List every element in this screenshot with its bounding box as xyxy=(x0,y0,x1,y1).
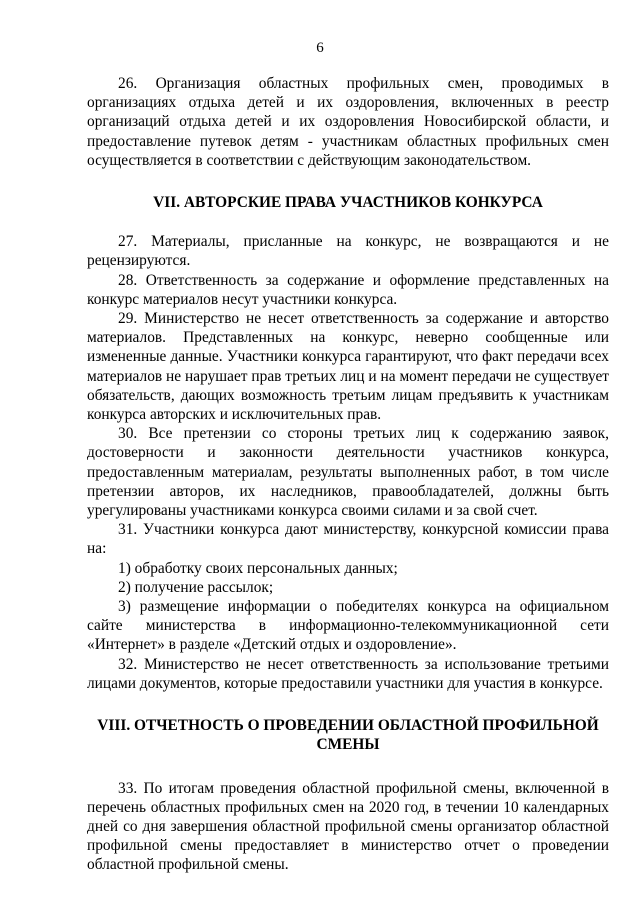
document-body xyxy=(87,74,609,875)
page-number: 6 xyxy=(316,40,324,56)
list-item-2: 2) получение рассылок; xyxy=(118,578,274,596)
section-heading-vii: VII. АВТОРСКИЕ ПРАВА УЧАСТНИКОВ КОНКУРСА xyxy=(153,194,543,212)
paragraph-26: 26. Организация областных профильных смен, проводимых в организациях отдыха детей и их оздоровления, включенных в реестр организаций отдыха детей и их оздоровления Новосибирской области, и предоставление путевок детям - участникам областных профильных смен осуществляется в соответствии с действующим законодательством. xyxy=(87,75,609,169)
paragraph-28: 28. Ответственность за содержание и оформление представленных на конкурс материалов несут участники конкурса. xyxy=(87,271,609,308)
section-heading-viii-line1: VIII. ОТЧЕТНОСТЬ О ПРОВЕДЕНИИ ОБЛАСТНОЙ ПРОФИЛЬНОЙ xyxy=(97,717,599,735)
list-item-1: 1) обработку своих персональных данных; xyxy=(118,559,398,577)
paragraph-31: 31. Участники конкурса дают министерству, конкурсной комиссии права на: xyxy=(87,521,609,558)
section-heading-viii xyxy=(87,716,609,754)
list-item-3: 3) размещение информации о победителях конкурса на официальном сайте министерства в информационно-телекоммуникационной сети «Интернет» в разделе «Детский отдых и оздоровление». xyxy=(87,598,609,654)
paragraph-29: 29. Министерство не несет ответственность за содержание и авторство материалов. Представленных на конкурс, неверно сообщенные или измененные данные. Участники конкурса гарантируют, что факт передачи всех материалов не нарушает прав третьих лиц и на момент передачи не существует обязательств, дающих возможность третьим лицам предъявить к участникам конкурса авторских и исключительных прав. xyxy=(87,310,609,424)
paragraph-27: 27. Материалы, присланные на конкурс, не возвращаются и не рецензируются. xyxy=(87,233,609,270)
paragraph-32: 32. Министерство не несет ответственность за использование третьими лицами документов, которые предоставили участники для участия в конкурсе. xyxy=(87,655,609,692)
section-heading-viii-line2: СМЕНЫ xyxy=(316,736,380,754)
paragraph-33: 33. По итогам проведения областной профильной смены, включенной в перечень областных профильных смен на 2020 год, в течении 10 календарных дней со дня завершения областной профильной смены организатор областной профильной смены предоставляет в министерство отчет о проведении областной профильной смены. xyxy=(87,779,609,874)
paragraph-30: 30. Все претензии со стороны третьих лиц к содержанию заявок, достоверности и законности деятельности участников конкурса, предоставленным материалам, результаты выполненных работ, в том числе претензии авторов, их наследников, правообладателей, должны быть урегулированы участниками конкурса своими силами и за свой счет. xyxy=(87,425,609,520)
